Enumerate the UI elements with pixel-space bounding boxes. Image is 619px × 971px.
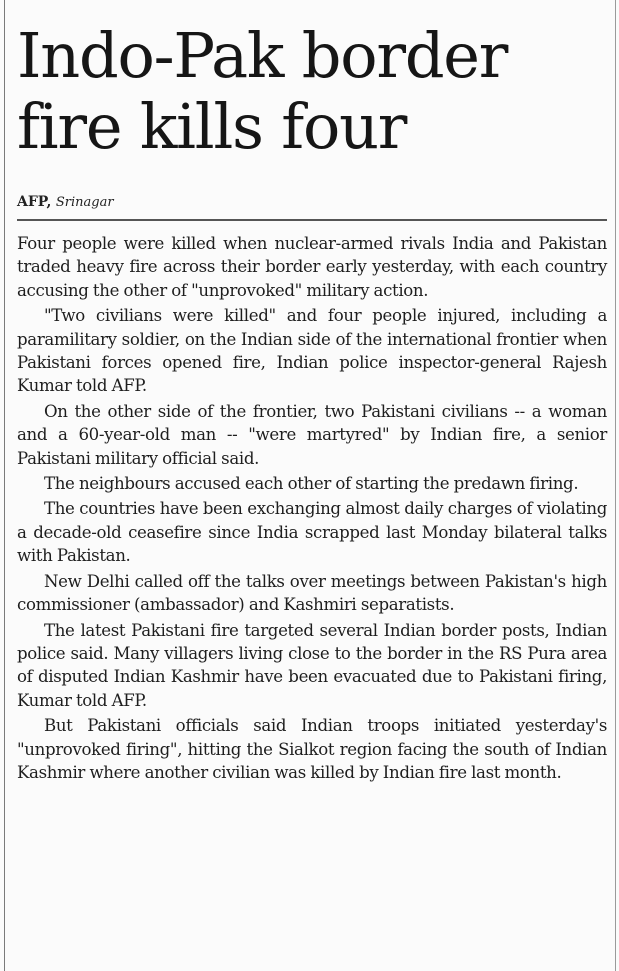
article-paragraph: The neighbours accused each other of starting the predawn firing. xyxy=(44,474,579,494)
article-body xyxy=(17,232,607,786)
article-paragraph: The latest Pakistani fire targeted several Indian border posts, Indian police said. Many villagers living close to the border in the RS Pura area of disputed Indian Kashmir have been evacuated due to Pakistani firing, Kumar told AFP. xyxy=(17,620,607,710)
article-paragraph: "Two civilians were killed" and four people injured, including a paramilitary soldier, on the Indian side of the international frontier when Pakistani forces opened fire, Indian police inspector-general Rajesh Kumar told AFP. xyxy=(17,306,607,396)
article-paragraph: The countries have been exchanging almost daily charges of violating a decade-old ceasefire since India scrapped last Monday bilateral talks with Pakistan. xyxy=(17,499,607,566)
article-paragraph: New Delhi called off the talks over meetings between Pakistan's high commissioner (ambassador) and Kashmiri separatists. xyxy=(17,571,607,615)
article-paragraph: On the other side of the frontier, two Pakistani civilians -- a woman and a 60-year-old man -- "were martyred" by Indian fire, a senior Pakistani military official said. xyxy=(17,401,607,468)
byline-agency: AFP, xyxy=(17,194,52,210)
headline: Indo-Pak border fire kills four xyxy=(17,19,508,163)
article-paragraph: But Pakistani officials said Indian troops initiated yesterday's "unprovoked firing", hitting the Sialkot region facing the south of Indian Kashmir where another civilian was killed by Indian fire last month. xyxy=(17,716,607,782)
right-column-rule xyxy=(615,0,616,971)
byline-dateline: Srinagar xyxy=(55,195,114,210)
byline-divider xyxy=(17,219,607,221)
left-column-rule xyxy=(4,0,5,971)
byline xyxy=(17,192,114,213)
article-paragraph: Four people were killed when nuclear-armed rivals India and Pakistan traded heavy fire across their border early yesterday, with each country accusing the other of "unprovoked" military action. xyxy=(17,234,607,300)
